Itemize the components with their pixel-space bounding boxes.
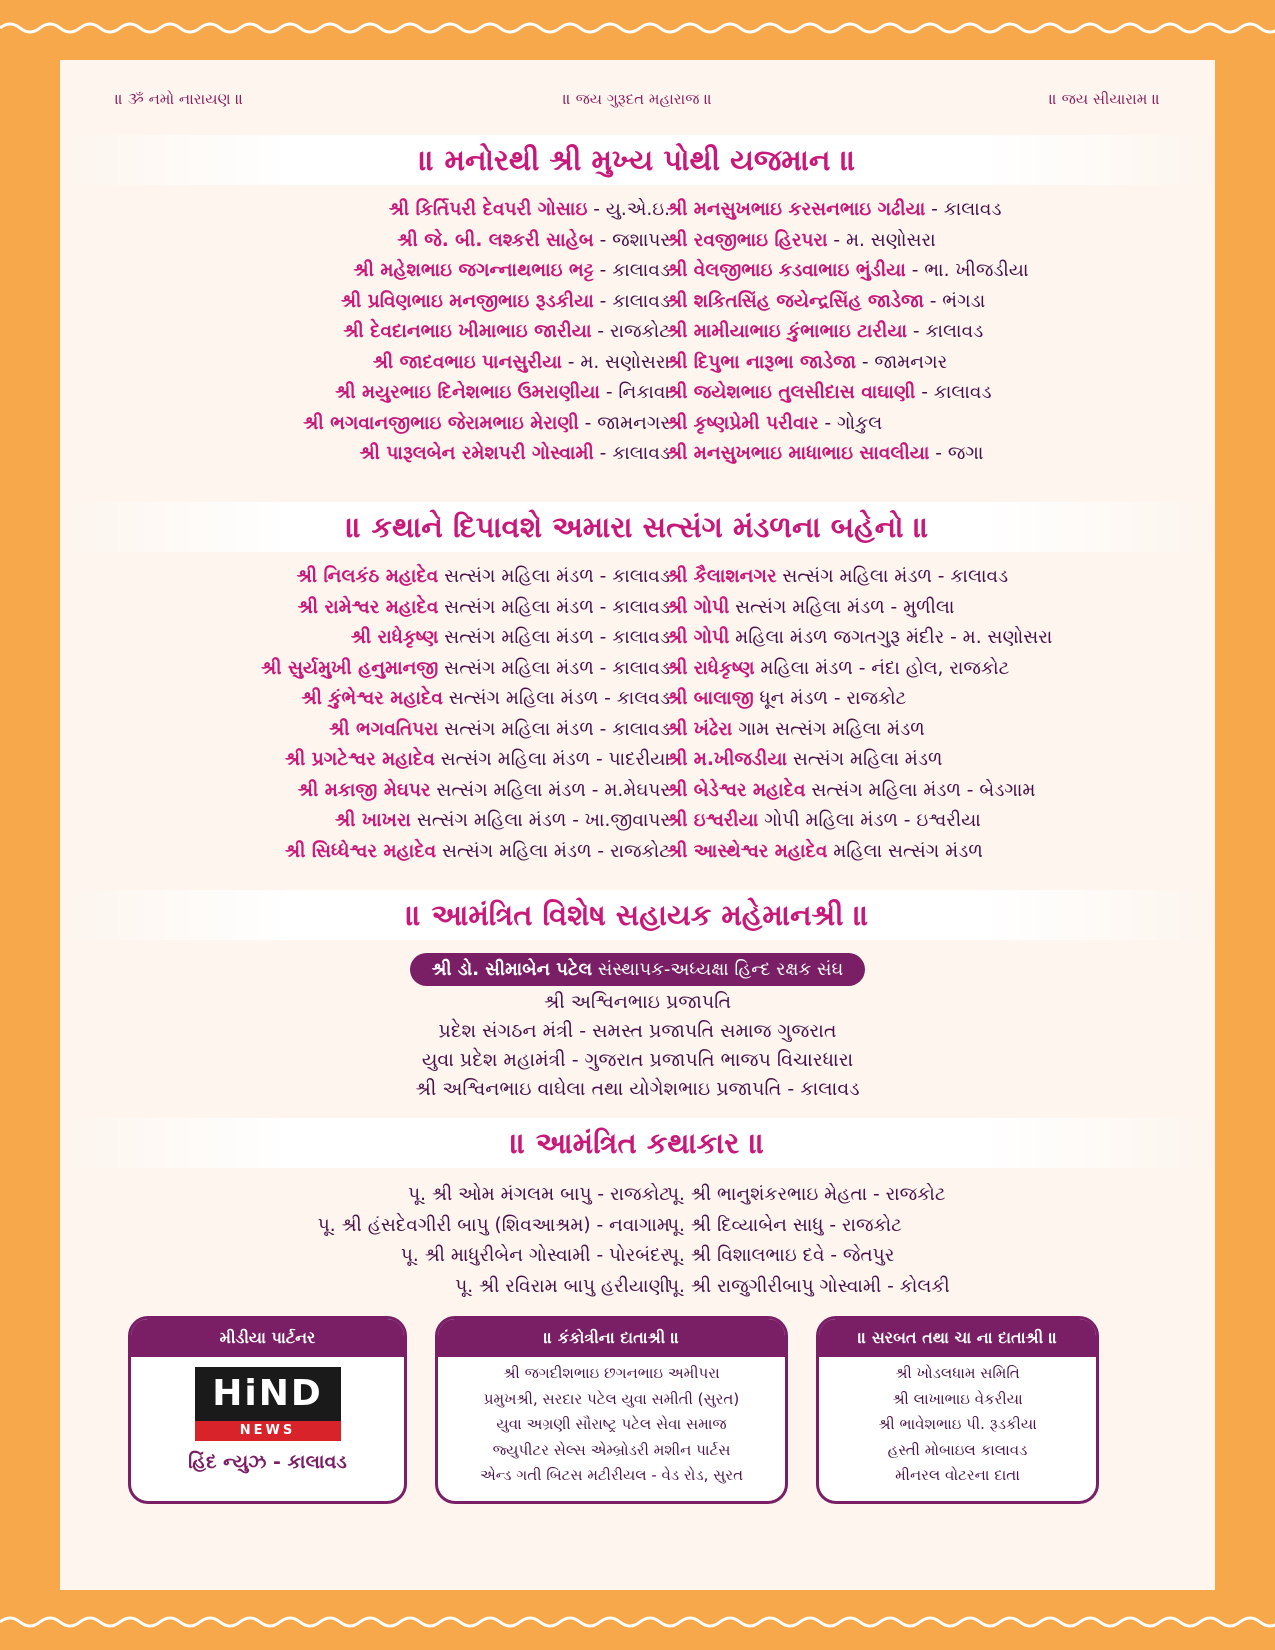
item-name: શ્રી ગોપી <box>667 596 730 618</box>
item-place: સત્સંગ મહિલા મંડળ - પાદરીયા <box>434 749 670 770</box>
guest-line: પ્રદેશ સંગઠન મંત્રી - સમસ્ત પ્રજાપતિ સમાજ ગુજરાત <box>438 1020 837 1042</box>
invocation-left: ॥ ૐ નમો નારાયણ ॥ <box>115 90 244 108</box>
item-name: શ્રી મામીયાભાઇ કુંભાભાઇ ટારીયા <box>667 321 908 342</box>
item-name: શ્રી દિપુભા નારૂભા જાડેજા <box>667 351 856 373</box>
donor-line: પ્રમુખશ્રી, સરદાર પટેલ યુવા સમીતી (સુરત) <box>483 1389 740 1408</box>
item-name: શ્રી જાદવભાઇ પાનસુરીયા <box>372 351 562 373</box>
item-place: સત્સંગ મહિલા મંડળ - કાલવડ <box>442 688 670 709</box>
item-place: - કાલાવડ <box>907 321 984 342</box>
list-item <box>261 684 670 715</box>
list-item <box>667 195 1028 226</box>
mandal-list-right <box>667 562 1052 867</box>
list-item <box>667 776 1052 807</box>
list-item <box>667 745 1052 776</box>
item-place: ગામ સત્સંગ મહિલા મંડળ <box>732 718 925 740</box>
item-name: શ્રી જે. બી. લશ્કરી સાહેબ <box>397 229 594 251</box>
item-name: શ્રી રવજીભાઇ હિરપરા <box>667 229 828 251</box>
item-name: શ્રી ઇશ્વરીયા <box>667 810 759 831</box>
list-item <box>303 317 670 348</box>
kathakar-heading: ॥ આમંત્રિત કથાકાર ॥ <box>60 1118 1215 1168</box>
list-item <box>667 317 1028 348</box>
list-item <box>667 256 1028 287</box>
donor-line: શ્રી જગદીશભાઇ છગનભાઇ અમીપરા <box>503 1364 720 1382</box>
item-name: શ્રી ખંઢેરા <box>667 718 733 740</box>
item-name: શ્રી મનસુખભાઇ કરસનભાઇ ગઢીયા <box>667 199 926 220</box>
guest-line: યુવા પ્રદેશ મહામંત્રી - ગુજરાત પ્રજાપતિ ભાજપ વિચારધારા <box>421 1049 854 1071</box>
item-place: - કાલાવડ <box>593 443 670 464</box>
item-place: ગોપી મહિલા મંડળ - ઇશ્વરીયા <box>758 810 981 831</box>
kathakar-item: પૂ. શ્રી રવિરામ બાપુ હરીયાણી <box>455 1275 670 1297</box>
list-item <box>303 348 670 379</box>
bottom-border-ornament <box>0 1590 1275 1650</box>
guests-block <box>60 953 1215 1104</box>
item-name: શ્રી નિલકંઠ મહાદેવ <box>296 566 439 587</box>
donor-line: જ્યુપીટર સેલ્સ એમ્બ્રોડરી મશીન પાર્ટસ <box>492 1440 731 1459</box>
item-name: શ્રી કૈલાશનગર <box>667 566 777 587</box>
item-name: શ્રી ખાખરા <box>335 810 411 831</box>
item-name: શ્રી દેવદાનભાઇ ખીમાભાઇ જારીયા <box>343 321 592 342</box>
item-name: શ્રી મકાજી મેઘપર <box>297 779 431 801</box>
list-item <box>667 409 1028 440</box>
list-item <box>667 806 1052 837</box>
list-item <box>667 837 1052 868</box>
item-name: શ્રી કુંભેશ્વર મહાદેવ <box>301 688 443 709</box>
item-name: શ્રી ગોપી <box>667 627 730 648</box>
donor-line: એન્ડ ગતી બિટસ મટીરીયલ - વેડ રોડ, સુરત <box>479 1466 744 1484</box>
item-place: સત્સંગ મહિલા મંડળ - કાલાવડ <box>438 718 670 740</box>
item-name: શ્રી બેડેશ્વર મહાદેવ <box>667 779 806 801</box>
kathakar-item: પૂ. શ્રી હંસદેવગીરી બાપુ (શિવઆશ્રમ) - નવાગામ <box>317 1214 670 1236</box>
invocation-row <box>60 90 1215 112</box>
chief-guest-badge <box>410 953 866 986</box>
list-item <box>667 562 1052 593</box>
item-place: સત્સંગ મહિલા મંડળ - રાજકોટ <box>436 840 670 862</box>
yajman-list-right <box>667 195 1028 470</box>
list-item <box>261 562 670 593</box>
list-item <box>667 684 1052 715</box>
item-place: - ભા. ખીજડીયા <box>905 260 1029 281</box>
invocation-center: ॥ જય ગુરૂદત મહારાજ ॥ <box>562 90 713 108</box>
item-place: - કાલાવડ <box>925 199 1002 220</box>
donor-line: શ્રી ખોડલધામ સમિતિ <box>895 1364 1020 1382</box>
kathakar-item: પૂ. શ્રી માધુરીબેન ગોસ્વામી - પોરબંદર <box>400 1245 670 1266</box>
guests-heading: ॥ આમંત્રિત વિશેષ સહાયક મહેમાનશ્રી ॥ <box>60 890 1215 940</box>
item-place: સત્સંગ મહિલા મંડળ - ખા.જીવાપર <box>410 810 670 831</box>
logo-wordmark: HiND <box>195 1367 341 1421</box>
donor-line: શ્રી લાખાભાઇ વેકરીયા <box>892 1389 1023 1408</box>
list-item <box>667 287 1028 318</box>
kathakar-item: પૂ. શ્રી રાજુગીરીબાપુ ગોસ્વામી - કોલકી <box>667 1275 950 1297</box>
invocation-right: ॥ જય સીયારામ ॥ <box>1048 90 1160 108</box>
list-item <box>303 195 670 226</box>
chief-guest-title: સંસ્થાપક-અધ્યક્ષા હિન્દ રક્ષક સંઘ <box>592 959 844 980</box>
media-partner-box <box>128 1316 407 1504</box>
item-name: શ્રી કૃષ્ણપ્રેમી પરીવાર <box>667 412 819 434</box>
kathakar-item: પૂ. શ્રી ઓમ મંગલમ બાપુ - રાજકોટ <box>408 1184 670 1205</box>
sharbat-donor-box <box>816 1316 1099 1504</box>
item-place: - ગોકુલ <box>818 412 883 434</box>
item-place: - મ. સણોસરા <box>827 229 936 251</box>
list-item <box>261 715 670 746</box>
item-place: - જામનગર <box>855 351 948 373</box>
item-place: - જશાપર <box>593 229 670 251</box>
list-item <box>667 439 1028 470</box>
hind-news-logo <box>195 1367 341 1441</box>
list-item <box>667 226 1028 257</box>
list-item <box>667 715 1052 746</box>
item-name: શ્રી આસ્થેશ્વર મહાદેવ <box>667 840 828 862</box>
kathakar-list-right <box>667 1180 950 1302</box>
item-name: શ્રી મનસુખભાઇ માધાભાઇ સાવલીયા <box>667 443 930 464</box>
mandal-heading: ॥ કથાને દિપાવશે અમારા સત્સંગ મંડળના બહેનો ॥ <box>60 502 1215 552</box>
item-name: શ્રી પ્રગટેશ્વર મહાદેવ <box>284 749 435 770</box>
item-place: સત્સંગ મહિલા મંડળ - કાલાવડ <box>438 596 670 618</box>
item-place: સત્સંગ મહિલા મંડળ - કાલાવડ <box>438 657 670 679</box>
list-item <box>667 593 1052 624</box>
list-item <box>261 623 670 654</box>
list-item <box>303 378 670 409</box>
item-name: શ્રી બાલાજી <box>667 688 754 709</box>
sharbat-donor-heading: ॥ સરબત તથા ચા ના દાતાશ્રી ॥ <box>819 1319 1096 1357</box>
item-name: શ્રી કિર્તિપરી દેવપરી ગોસાઇ <box>388 199 588 220</box>
list-item <box>261 837 670 868</box>
list-item <box>303 439 670 470</box>
list-item <box>303 226 670 257</box>
logo-news-strip: NEWS <box>195 1421 341 1441</box>
media-partner-heading: મીડીયા પાર્ટનર <box>131 1319 404 1357</box>
item-name: શ્રી સુર્યમુખી હનુમાનજી <box>261 657 439 679</box>
kathakar-list-left <box>318 1180 670 1302</box>
item-name: શ્રી શકિતસિંહ જયેન્દ્રસિંહ જાડેજા <box>667 290 924 312</box>
item-name: શ્રી રાધેકૃષ્ણ <box>350 627 439 648</box>
kathakar-item: પૂ. શ્રી ભાનુશંકરભાઇ મેહતા - રાજકોટ <box>667 1184 946 1205</box>
list-item <box>261 745 670 776</box>
kathakar-item: પૂ. શ્રી દિવ્યાબેન સાધુ - રાજકોટ <box>667 1214 902 1236</box>
item-place: મહિલા મંડળ જગતગુરૂ મંદીર - મ. સણોસરા <box>729 627 1053 648</box>
list-item <box>261 654 670 685</box>
item-place: - કાલાવડ <box>915 382 992 403</box>
item-place: - રાજકોટ <box>591 321 670 342</box>
content-panel <box>60 60 1215 1590</box>
donor-line: શ્રી ભાવેશભાઇ પી. રૂડકીયા <box>878 1415 1037 1433</box>
donor-line: યુવા અગ્રણી સૌરાષ્ટ્ર પટેલ સેવા સમાજ <box>496 1415 727 1433</box>
list-item <box>261 806 670 837</box>
item-place: સત્સંગ મહિલા મંડળ - મુળીલા <box>729 596 955 618</box>
list-item <box>261 593 670 624</box>
list-item <box>667 654 1052 685</box>
chief-guest-name: શ્રી ડો. સીમાબેન પટેલ <box>431 959 593 980</box>
item-place: - મ. સણોસરા <box>561 351 670 373</box>
item-name: શ્રી ભગવાનજીભાઇ જેરામભાઇ મેરાણી <box>303 412 579 434</box>
item-place: - યુ.એ.ઇ. <box>587 199 670 220</box>
donor-line: હસ્તી મોબાઇલ કાલાવડ <box>887 1440 1028 1459</box>
item-name: શ્રી રામેશ્વર મહાદેવ <box>297 596 439 618</box>
yajman-heading: ॥ મનોરથી શ્રી મુખ્ય પોથી યજમાન ॥ <box>60 135 1215 185</box>
item-place: ધૂન મંડળ - રાજકોટ <box>753 688 907 709</box>
yajman-list-left <box>303 195 670 470</box>
item-place: - કાલાવડ <box>593 260 670 281</box>
list-item <box>303 287 670 318</box>
item-name: શ્રી રાધેકૃષ્ણ <box>667 657 755 679</box>
item-name: શ્રી પ્રવિણભાઇ મનજીભાઇ રૂડકીયા <box>340 290 594 312</box>
list-item <box>667 348 1028 379</box>
item-place: - જામનગર <box>578 412 670 434</box>
list-item <box>303 409 670 440</box>
item-place: સત્સંગ મહિલા મંડળ - બેડગામ <box>805 779 1036 801</box>
item-name: શ્રી પારૂલબેન રમેશપરી ગોસ્વામી <box>359 443 594 464</box>
donor-line: મીનરલ વોટરના દાતા <box>895 1466 1020 1484</box>
item-name: શ્રી સિધ્ધેશ્વર મહાદેવ <box>285 840 437 862</box>
item-place: સત્સંગ મહિલા મંડળ - કાલાવડ <box>438 627 670 648</box>
item-place: - નિકાવા <box>599 382 670 403</box>
list-item <box>667 623 1052 654</box>
kankotri-donor-box <box>435 1316 788 1504</box>
kathakar-item: પૂ. શ્રી વિશાલભાઇ દવે - જેતપુર <box>667 1245 895 1266</box>
item-name: શ્રી ભગવતિપરા <box>329 718 439 740</box>
item-name: શ્રી મ.ખીજડીયા <box>667 749 788 770</box>
item-place: - જગા <box>929 443 984 464</box>
item-place: સત્સંગ મહિલા મંડળ - કાલાવડ <box>438 566 670 587</box>
list-item <box>667 378 1028 409</box>
item-name: શ્રી મયુરભાઇ દિનેશભાઇ ઉમરાણીયા <box>335 382 600 403</box>
item-place: સત્સંગ મહિલા મંડળ - કાલાવડ <box>776 566 1009 587</box>
kankotri-donor-heading: ॥ કંકોત્રીના દાતાશ્રી ॥ <box>438 1319 785 1357</box>
item-place: - કાલાવડ <box>593 290 670 312</box>
item-name: શ્રી મહેશભાઇ જગન્નાથભાઇ ભટ્ટ <box>353 260 594 281</box>
media-partner-caption: હિંદ ન્યુઝ - કાલાવડ <box>188 1451 347 1473</box>
item-place: - ભંગડા <box>923 290 986 312</box>
item-place: મહિલા સત્સંગ મંડળ <box>827 840 983 862</box>
list-item <box>303 256 670 287</box>
item-place: મહિલા મંડળ - નંદા હોલ, રાજકોટ <box>754 657 1010 679</box>
item-name: શ્રી જયેશભાઇ તુલસીદાસ વાઘાણી <box>667 382 916 403</box>
list-item <box>261 776 670 807</box>
guest-line: શ્રી અશ્વિનભાઇ વાઘેલા તથા યોગેશભાઇ પ્રજાપતિ - કાલાવડ <box>415 1078 860 1100</box>
mandal-list-left <box>261 562 670 867</box>
item-name: શ્રી વેલજીભાઇ કડવાભાઇ ભુંડીયા <box>667 260 906 281</box>
top-border-ornament <box>0 0 1275 60</box>
item-place: સત્સંગ મહિલા મંડળ <box>787 749 943 770</box>
guest-line: શ્રી અશ્વિનભાઇ પ્રજાપતિ <box>543 991 732 1013</box>
item-place: સત્સંગ મહિલા મંડળ - મ.મેઘપર <box>430 779 670 801</box>
